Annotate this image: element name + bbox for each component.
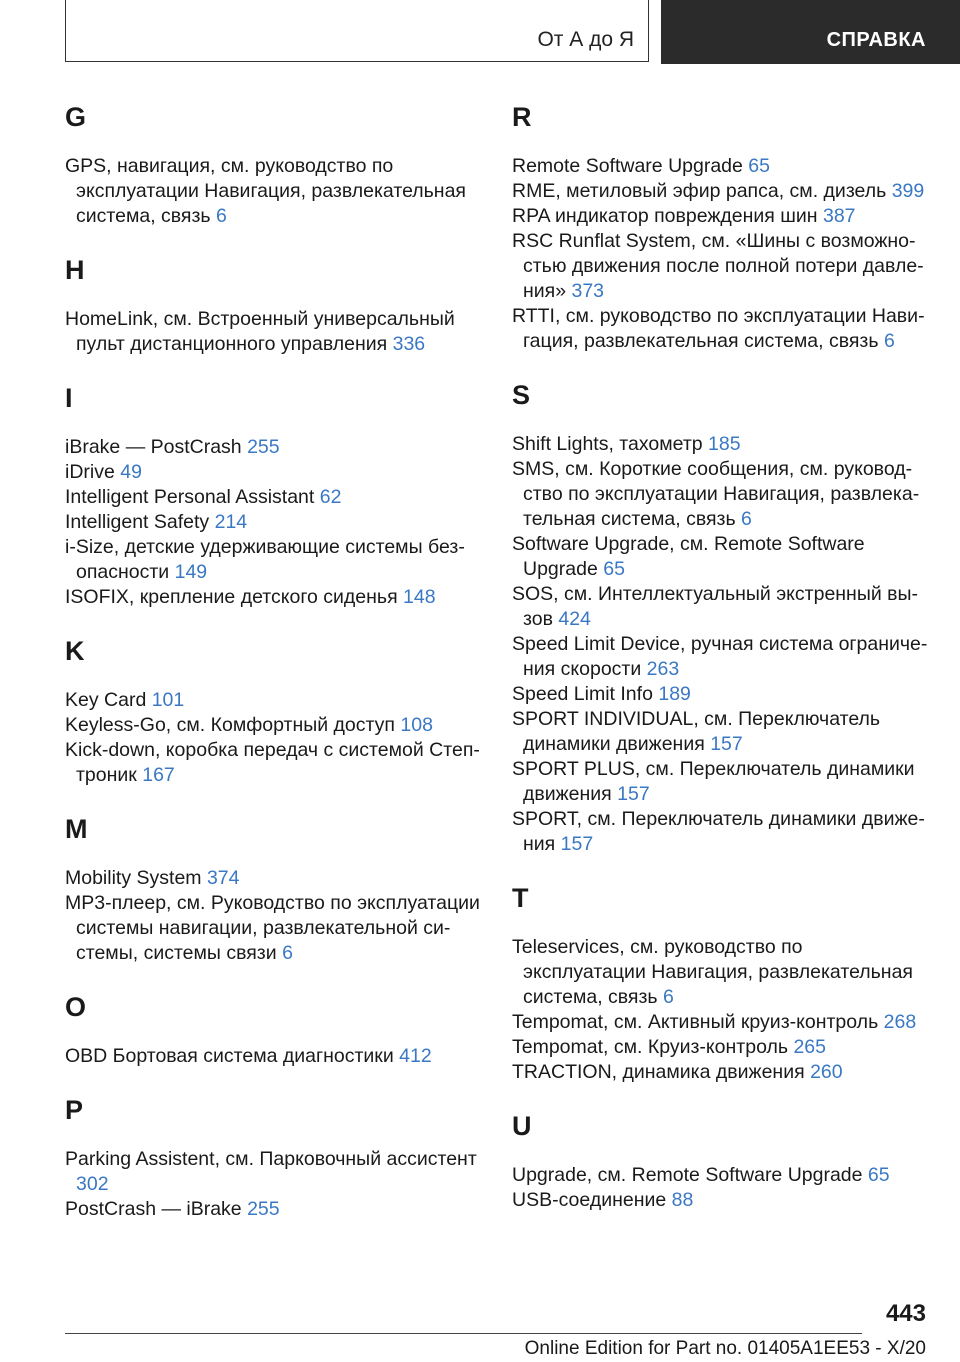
section-letter: O	[65, 992, 87, 1022]
index-entry	[512, 179, 930, 204]
section-letter: I	[65, 383, 73, 413]
index-entry	[65, 1197, 485, 1222]
footer-edition-text: Online Edition for Part no. 01405A1EE53 - X/20	[524, 1338, 926, 1359]
index-entry	[65, 738, 485, 788]
index-entry	[512, 582, 930, 632]
section-letter: G	[65, 102, 87, 132]
index-entry-text: RSC Runflat System, см. «Шины с возможностью движения после полной потери давления»	[512, 230, 924, 302]
page-reference-link[interactable]: 157	[617, 783, 650, 805]
footer-divider	[65, 1333, 862, 1334]
index-entry	[65, 688, 485, 713]
index-entry-text: Speed Limit Info	[512, 683, 659, 705]
index-entry	[512, 1035, 930, 1060]
index-entry	[512, 935, 930, 1010]
index-section	[65, 253, 485, 357]
index-entry	[512, 1010, 930, 1035]
index-column-left	[65, 100, 485, 1246]
page-reference-link[interactable]: 260	[810, 1061, 843, 1083]
section-letter: R	[512, 102, 532, 132]
index-section	[512, 100, 930, 354]
page-reference-link[interactable]: 167	[142, 764, 175, 786]
index-entry	[512, 154, 930, 179]
index-entry	[512, 229, 930, 304]
page-reference-link[interactable]: 263	[646, 658, 680, 680]
section-letter: M	[65, 814, 88, 844]
section-letter: S	[512, 380, 531, 410]
page-reference-link[interactable]: 374	[206, 867, 240, 889]
index-entry-text: PostCrash — iBrake	[65, 1198, 248, 1220]
tab-a-to-z[interactable]	[65, 0, 649, 62]
tab-reference-label: СПРАВКА	[826, 29, 926, 51]
index-entry-text: Remote Software Upgrade	[512, 155, 749, 177]
page-reference-link[interactable]: 189	[658, 683, 691, 705]
index-entry-text: Intelligent Personal Assistant	[65, 486, 320, 508]
page-reference-link[interactable]: 336	[392, 333, 426, 355]
index-entry-text: Kick-down, коробка передач с системой Стептроник	[65, 739, 480, 786]
page-reference-link[interactable]: 265	[793, 1036, 826, 1058]
index-entry-text: Software Upgrade, см. Remote Software Upgrade	[512, 533, 865, 580]
index-entry-text: i-Size, детские удерживающие системы безопасности	[65, 536, 465, 583]
index-entry	[65, 435, 485, 460]
index-entry	[512, 532, 930, 582]
index-entry	[65, 585, 485, 610]
index-entry-text: ISOFIX, крепление детского сиденья	[65, 586, 404, 608]
tab-reference[interactable]	[661, 0, 960, 64]
index-entry	[512, 1188, 930, 1213]
page-reference-link[interactable]: 6	[282, 942, 293, 964]
page-reference-link[interactable]: 65	[748, 155, 770, 177]
page-reference-link[interactable]: 6	[741, 508, 752, 530]
index-entry-text: Upgrade, см. Remote Software Upgrade	[512, 1164, 868, 1186]
index-section	[65, 100, 485, 229]
page-reference-link[interactable]: 157	[710, 733, 743, 755]
page-reference-link[interactable]: 49	[120, 461, 142, 483]
index-entry-text: SPORT INDIVIDUAL, см. Переключатель динамики движения	[512, 708, 881, 755]
index-entry	[512, 632, 930, 682]
index-entry	[65, 713, 485, 738]
index-entry-text: USB-соединение	[512, 1189, 672, 1211]
page-reference-link[interactable]: 157	[560, 833, 594, 855]
index-entry	[512, 757, 930, 807]
index-entry-text: Tempomat, см. Активный круиз-контроль	[512, 1011, 884, 1033]
index-entry	[512, 457, 930, 532]
page-reference-link[interactable]: 65	[867, 1164, 890, 1186]
index-section	[65, 381, 485, 610]
index-entry	[65, 866, 485, 891]
index-entry-text: SMS, см. Короткие сообщения, см. руководство по эксплуатации Навигация, развлекательная система, связь	[512, 458, 920, 530]
page-reference-link[interactable]: 6	[216, 205, 227, 227]
index-entry	[512, 807, 930, 857]
page-reference-link[interactable]: 268	[883, 1011, 917, 1033]
index-section	[65, 812, 485, 966]
page-reference-link[interactable]: 255	[247, 436, 280, 458]
index-entry-text: Speed Limit Device, ручная система ограничения скорости	[512, 633, 928, 680]
index-entry-text: TRACTION, динамика движения	[512, 1061, 811, 1083]
page-reference-link[interactable]: 101	[151, 689, 185, 711]
index-entry-text: Intelligent Safety	[65, 511, 215, 533]
index-entry-text: SPORT, см. Переключатель динамики движения	[512, 808, 925, 855]
index-entry-text: GPS, навигация, см. руководство по эксплуатации Навигация, развлекательная система, связь	[65, 155, 466, 227]
page-reference-link[interactable]: 387	[822, 205, 856, 227]
index-entry	[512, 682, 930, 707]
section-letter: U	[512, 1111, 532, 1141]
index-entry	[65, 535, 485, 585]
index-entry	[512, 1163, 930, 1188]
page-number: 443	[885, 1300, 926, 1327]
page-reference-link[interactable]: 108	[400, 714, 433, 736]
index-entry-text: iBrake — PostCrash	[65, 436, 248, 458]
index-entry	[512, 707, 930, 757]
index-section	[65, 634, 485, 788]
page-reference-link[interactable]: 6	[663, 986, 674, 1008]
page-reference-link[interactable]: 373	[571, 280, 605, 302]
index-entry	[512, 204, 930, 229]
index-entry-text: MP3-плеер, см. Руководство по эксплуатации системы навигации, развлекательной системы, системы связи	[65, 892, 480, 964]
index-entry	[65, 510, 485, 535]
tab-a-to-z-label: От А до Я	[537, 28, 634, 51]
index-entry	[512, 432, 930, 457]
section-letter: P	[65, 1095, 84, 1125]
index-entry-text: Key Card	[65, 689, 152, 711]
index-entry-text: SPORT PLUS, см. Переключатель динамики движения	[512, 758, 915, 805]
page-reference-link[interactable]: 65	[603, 558, 625, 580]
index-entry	[512, 304, 930, 354]
index-entry-text: RME, метиловый эфир рапса, см. дизель	[512, 180, 892, 202]
page-reference-link[interactable]: 424	[558, 608, 591, 630]
index-entry	[65, 154, 485, 229]
index-entry-text: iDrive	[65, 461, 121, 483]
index-entry-text: RPA индикатор повреждения шин	[512, 205, 823, 227]
index-entry	[65, 460, 485, 485]
page-reference-link[interactable]: 399	[891, 180, 925, 202]
index-section	[512, 1109, 930, 1213]
index-entry-text: Mobility System	[65, 867, 207, 889]
page-reference-link[interactable]: 148	[403, 586, 436, 608]
index-entry	[65, 307, 485, 357]
page-reference-link[interactable]: 302	[76, 1173, 109, 1195]
index-entry-text: Tempomat, см. Круиз-контроль	[512, 1036, 794, 1058]
index-column-right	[512, 100, 930, 1237]
index-entry-text: Keyless-Go, см. Комфортный доступ	[65, 714, 401, 736]
index-entry	[65, 891, 485, 966]
index-entry-text: Parking Assistent, см. Парковочный ассистент	[65, 1148, 477, 1170]
index-entry-text: Shift Lights, тахометр	[512, 433, 709, 455]
page-reference-link[interactable]: 412	[399, 1045, 432, 1067]
page-reference-link[interactable]: 185	[708, 433, 741, 455]
page-reference-link[interactable]: 149	[174, 561, 208, 583]
index-entry	[65, 485, 485, 510]
index-section	[65, 1093, 485, 1222]
index-entry	[65, 1147, 485, 1197]
page-reference-link[interactable]: 88	[671, 1189, 694, 1211]
index-section	[512, 881, 930, 1085]
section-letter: H	[65, 255, 85, 285]
index-section	[65, 990, 485, 1069]
index-entry-text: RTTI, см. руководство по эксплуатации Навигация, развлекательная система, связь	[512, 305, 925, 352]
page-reference-link[interactable]: 6	[883, 330, 895, 352]
page-header	[0, 0, 960, 64]
index-section	[512, 378, 930, 857]
index-entry-text: HomeLink, см. Встроенный универсальный пульт дистанционного управления	[65, 308, 455, 355]
page-reference-link[interactable]: 255	[247, 1198, 280, 1220]
index-entry-text: Teleservices, см. руководство по эксплуатации Навигация, развлекательная система, связь	[512, 936, 913, 1008]
page-reference-link[interactable]: 214	[214, 511, 248, 533]
index-entry	[65, 1044, 485, 1069]
section-letter: T	[512, 883, 529, 913]
index-entry-text: OBD Бортовая система диагностики	[65, 1045, 400, 1067]
index-entry-text: SOS, см. Интеллектуальный экстренный вызов	[512, 583, 919, 630]
page-reference-link[interactable]: 62	[319, 486, 342, 508]
section-letter: K	[65, 636, 85, 666]
index-entry	[512, 1060, 930, 1085]
